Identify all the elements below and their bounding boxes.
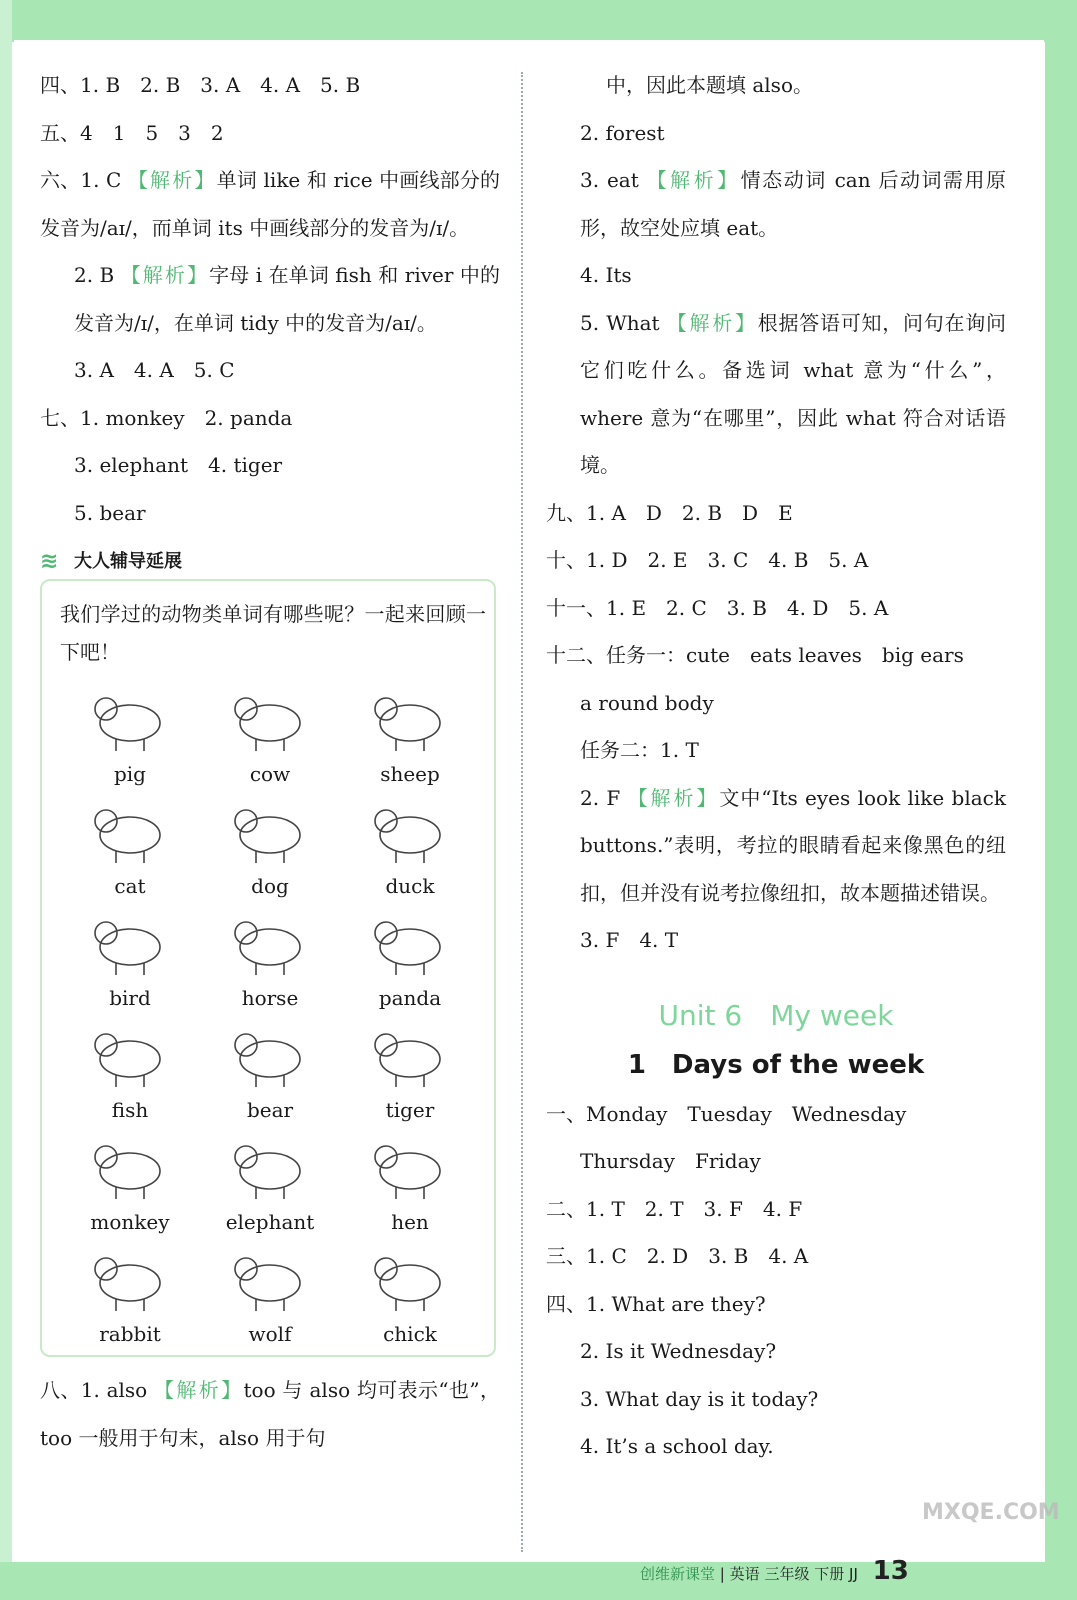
animal-card-hen	[340, 1129, 480, 1235]
animal-label: monkey	[90, 1210, 170, 1234]
answer-8-item-3: 3. eat 【解析】情态动词 can 后动词需用原形，故空处应填 eat。	[580, 168, 1006, 240]
animal-label: cat	[114, 874, 146, 898]
answer-section-6-item-1: 六、1. C 【解析】单词 like 和 rice 中画线部分的发音为/aɪ/，而单词 its 中画线部分的发音为/ɪ/。	[40, 168, 501, 240]
lesson-answer-2: 二、1. T 2. T 3. F 4. F	[546, 1196, 803, 1221]
answer-section-8-item-1: 八、1. also 【解析】too 与 also 均可表示“也”，too 一般用于句末，also 用于句	[40, 1378, 501, 1450]
cat-illustration-icon	[80, 793, 180, 869]
animal-card-wolf	[200, 1241, 340, 1347]
sheep-illustration-icon	[360, 681, 460, 757]
bird-illustration-icon	[80, 905, 180, 981]
page-number: 13	[872, 1556, 909, 1586]
answer-section-12-task-2-item-2: 2. F 【解析】文中“Its eyes look like black buttons.”表明，考拉的眼睛看起来像黑色的纽扣，但并没有说考拉像纽扣，故本题描述错误。	[580, 785, 1006, 905]
answer-section-12-task-2-items-3-4: 3. F 4. T	[580, 928, 679, 952]
animal-label: dog	[251, 874, 289, 898]
watermark: MXQE.COM	[922, 1500, 1060, 1525]
column-divider	[521, 72, 523, 1552]
animal-label: duck	[385, 874, 435, 898]
animal-card-chick	[340, 1241, 480, 1347]
animal-grid	[60, 681, 486, 1347]
answer-8-continued: 中，因此本题填 also。	[606, 73, 813, 97]
parent-guide-box	[40, 579, 496, 1357]
pig-illustration-icon	[80, 681, 180, 757]
unit-title: Unit 6 My week	[658, 998, 894, 1032]
animal-card-elephant	[200, 1129, 340, 1235]
page-frame-top	[0, 0, 1077, 42]
tiger-illustration-icon	[360, 1017, 460, 1093]
animal-label: elephant	[225, 1210, 315, 1234]
animal-label: chick	[383, 1322, 437, 1346]
animal-label: fish	[111, 1098, 149, 1122]
animal-card-monkey	[60, 1129, 200, 1235]
animal-card-horse	[200, 905, 340, 1011]
rabbit-illustration-icon	[80, 1241, 180, 1317]
dog-illustration-icon	[220, 793, 320, 869]
left-column	[40, 62, 500, 1462]
wolf-illustration-icon	[220, 1241, 320, 1317]
lesson-answer-4-item-4: 4. It’s a school day.	[580, 1434, 774, 1458]
animal-label: bird	[109, 986, 151, 1010]
animal-label: hen	[391, 1210, 429, 1234]
analysis-tag: 【解析】	[127, 168, 217, 192]
footer-subject: 英语	[729, 1565, 760, 1583]
chick-illustration-icon	[360, 1241, 460, 1317]
parent-guide-intro: 我们学过的动物类单词有哪些呢？一起来回顾一下吧！	[60, 602, 486, 664]
page-frame-right	[1045, 0, 1077, 1600]
lesson-answer-4-item-3: 3. What day is it today?	[580, 1386, 819, 1411]
animal-card-pig	[60, 681, 200, 787]
animal-card-bird	[60, 905, 200, 1011]
lesson-answer-4-item-2: 2. Is it Wednesday?	[580, 1339, 777, 1363]
lesson-answer-4: 四、1. What are they?	[546, 1291, 766, 1316]
animal-label: tiger	[385, 1098, 435, 1122]
answer-section-6-items-3-5: 3. A 4. A 5. C	[74, 358, 235, 382]
parent-guide-title: ≋ 大人辅导延展	[40, 545, 500, 579]
animal-card-cow	[200, 681, 340, 787]
animal-card-panda	[340, 905, 480, 1011]
animal-card-rabbit	[60, 1241, 200, 1347]
cow-illustration-icon	[220, 681, 320, 757]
hen-illustration-icon	[360, 1129, 460, 1205]
answer-section-12-task-2: 任务二：1. T	[580, 738, 699, 762]
animal-card-bear	[200, 1017, 340, 1123]
analysis-tag: 【解析】	[646, 168, 741, 192]
page-frame-bottom	[0, 1562, 1077, 1600]
page-frame-left	[0, 0, 12, 1600]
panda-illustration-icon	[360, 905, 460, 981]
lesson-answer-3: 三、1. C 2. D 3. B 4. A	[546, 1244, 809, 1268]
elephant-illustration-icon	[220, 1129, 320, 1205]
answer-8-item-4: 4. Its	[580, 263, 632, 287]
lesson-title: 1 Days of the week	[627, 1049, 925, 1080]
answer-section-7-line-2: 3. elephant 4. tiger	[74, 453, 283, 477]
animal-label: pig	[113, 762, 146, 786]
animal-label: wolf	[248, 1322, 292, 1346]
duck-illustration-icon	[360, 793, 460, 869]
analysis-tag: 【解析】	[120, 263, 210, 287]
answer-8-item-5: 5. What 【解析】根据答语可知，问句在询问它们吃什么。备选词 what 意为“什么”，where 意为“在哪里”，因此 what 符合对话语境。	[580, 310, 1007, 477]
animal-card-dog	[200, 793, 340, 899]
animal-label: rabbit	[99, 1322, 161, 1346]
footer-edition: JJ	[849, 1565, 858, 1583]
answer-section-12-task-1-cont: a round body	[580, 690, 714, 715]
answer-section-7-line-3: 5. bear	[74, 500, 146, 525]
analysis-tag: 【解析】	[627, 785, 720, 810]
answer-section-5: 五、4 1 5 3 2	[40, 120, 224, 145]
analysis-tag: 【解析】	[153, 1378, 244, 1402]
answer-section-11: 十一、1. E 2. C 3. B 4. D 5. A	[546, 595, 889, 620]
answer-section-10: 十、1. D 2. E 3. C 4. B 5. A	[546, 548, 869, 572]
answer-8-item-2: 2. forest	[580, 120, 665, 145]
animal-card-duck	[340, 793, 480, 899]
bear-illustration-icon	[220, 1017, 320, 1093]
animal-card-fish	[60, 1017, 200, 1123]
wave-icon: ≋	[40, 549, 59, 574]
lesson-answer-1-cont: Thursday Friday	[580, 1149, 761, 1173]
answer-section-6-item-2: 2. B 【解析】字母 i 在单词 fish 和 river 中的发音为/ɪ/，在单词 tidy 中的发音为/aɪ/。	[74, 263, 500, 335]
horse-illustration-icon	[220, 905, 320, 981]
page-footer: 创维新课堂 | 英语 三年级 下册 JJ 13	[640, 1556, 909, 1586]
answer-section-12-task-1: 十二、任务一：cute eats leaves big ears	[546, 643, 964, 667]
answer-section-9: 九、1. A D 2. B D E	[546, 500, 793, 525]
animal-label: sheep	[380, 762, 440, 786]
answer-section-4: 四、1. B 2. B 3. A 4. A 5. B	[40, 73, 361, 97]
right-column	[546, 62, 1006, 1471]
animal-label: bear	[246, 1098, 294, 1122]
animal-card-cat	[60, 793, 200, 899]
animal-label: panda	[378, 986, 442, 1010]
footer-grade: 三年级	[764, 1565, 810, 1583]
animal-label: horse	[241, 986, 299, 1010]
animal-card-tiger	[340, 1017, 480, 1123]
fish-illustration-icon	[80, 1017, 180, 1093]
analysis-tag: 【解析】	[666, 310, 758, 335]
lesson-answer-1: 一、Monday Tuesday Wednesday	[546, 1101, 907, 1126]
monkey-illustration-icon	[80, 1129, 180, 1205]
animal-label: cow	[249, 762, 291, 786]
footer-brand: 创维新课堂	[640, 1565, 716, 1583]
answer-section-7-line-1: 七、1. monkey 2. panda	[40, 405, 293, 430]
animal-card-sheep	[340, 681, 480, 787]
footer-term: 下册	[814, 1565, 845, 1583]
